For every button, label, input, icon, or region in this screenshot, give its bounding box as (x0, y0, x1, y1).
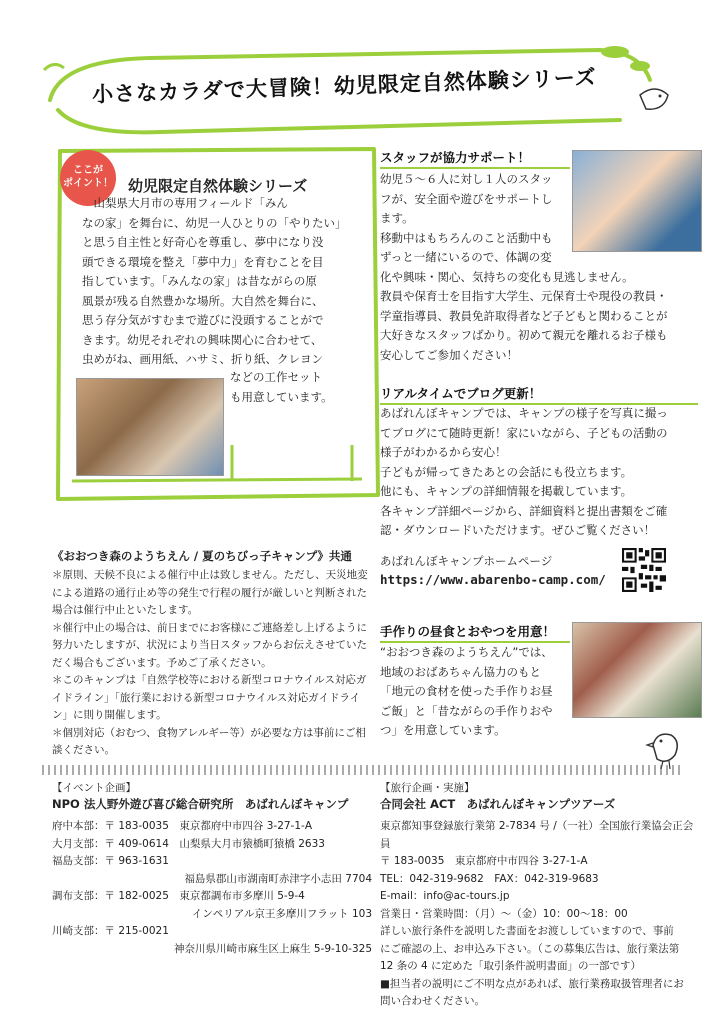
travel-line: 詳しい旅行条件を説明した書面をお渡ししていますので、事前 (380, 925, 674, 937)
intro-line: と思う自主性と好奇心を尊重し、夢中になり没 (82, 235, 324, 249)
footer-divider (42, 765, 682, 775)
children-photo (76, 378, 224, 476)
staff-title-underline (380, 167, 570, 169)
travel-line: ■担当者の説明にご不明な点があれば、旅行業務取扱管理者にお (380, 977, 684, 990)
travel-line: TEL：042-319-9682 FAX：042-319-9683 (380, 872, 599, 885)
food-line: つ」を用意しています。 (380, 723, 506, 737)
food-section-title: 手作りの昼食とおやつを用意！ (380, 624, 556, 639)
intro-line: も用意しています。 (230, 389, 333, 404)
bird-icon (645, 725, 685, 770)
staff-section-body (380, 170, 700, 365)
qr-code-icon[interactable] (622, 548, 666, 592)
travel-heading: 【旅行企画・実施】 (380, 782, 475, 794)
homepage-link[interactable]: https://www.abarenbo-camp.com/ (380, 572, 606, 587)
staff-line: フが、安全面や遊びをサポートし (380, 191, 553, 206)
intro-line: なの家」を舞台に、幼児一人ひとりの「やりたい」 (82, 215, 347, 230)
common-notes (52, 567, 370, 760)
blog-line: 認・ダウンロードいただけます。ぜひご覧ください！ (380, 523, 656, 537)
staff-line: ずっと一緒にいるので、体調の変 (380, 250, 552, 264)
note-item: ＊個別対応（おむつ、食物アレルギー等）が必要な方は事前にご相談ください。 (52, 726, 366, 756)
travel-email[interactable]: E-mail：info@ac-tours.jp (380, 890, 510, 902)
food-line: 「地元の食材を使った手作りお昼 (380, 684, 553, 698)
branch-row: 福島県郡山市湖南町赤津字小志田 7704 (184, 872, 372, 885)
blog-section-title: リアルタイムでブログ更新！ (380, 386, 542, 401)
blog-section-body (380, 404, 700, 541)
point-intro (82, 194, 364, 370)
note-item: ＊原則、天候不良による催行中止は致しません。ただし、天災地変による道路の通行止め等の発生で行程の履行が厳しいと判断された場合は催行中止といたします。 (52, 569, 368, 616)
staff-section-title: スタッフが協力サポート！ (380, 150, 531, 165)
staff-line: 安心してご参加ください！ (380, 347, 518, 362)
intro-line: 思う存分気がすむまで遊びに没頭することがで (82, 313, 324, 327)
food-line: “おおつき森のようちえん”では、 (380, 645, 553, 659)
bird-icon (640, 89, 668, 109)
branch-row: 大月支部：〒 409-0614 山梨県大月市猿橋町猿橋 2633 (52, 837, 325, 850)
blog-line: てブログにて随時更新！家にいながら、子どもの活動の (380, 425, 668, 440)
note-item: ＊催行中止の場合は、前日までにお客様にご連絡差し上げるように努力いたしますが、状況により当日スタッフからお伝えさせていただく場合もございます。予めご了承ください。 (52, 621, 367, 669)
note-item: ＊このキャンプは「自然学校等における新型コロナウイルス対応ガイドライン」「旅行業における新型コロナウイルス対応ガイドライン」に則り開催します。 (52, 674, 367, 721)
homepage-label: あばれんぼキャンプホームページ (380, 554, 553, 568)
food-section-body (380, 643, 572, 741)
branch-row: 調布支部：〒 182-0025 東京都調布市多摩川 5-9-4 (52, 890, 305, 902)
intro-line: 山梨県大月市の専用フィールド「みん (82, 196, 288, 210)
blog-line: 各キャンプ詳細ページから、詳細資料と提出書類をご確 (380, 503, 668, 518)
point-intro-tail (230, 368, 370, 407)
intro-line: 虫めがね、画用紙、ハサミ、折り紙、クレヨン (82, 352, 324, 366)
point-title: 幼児限定自然体験シリーズ (128, 177, 308, 195)
intro-line: などの工作セット (230, 370, 322, 384)
page-title: 小さなカラダで大冒険！幼児限定自然体験シリーズ (91, 65, 598, 107)
staff-line: 大好きなスタッフばかり。初めて親元を離れるお子様も (380, 328, 668, 342)
blog-line: 様子がわかるから安心！ (380, 445, 507, 459)
intro-line: きます。幼児それぞれの興味関心に合わせて、 (82, 332, 323, 347)
branch-row: 福島支部：〒 963-1631 (52, 855, 169, 867)
food-line: 地域のおばあちゃん協力のもと (380, 664, 541, 679)
travel-organizer: 合同会社 ACT あばれんぼキャンプツアーズ (380, 797, 616, 811)
travel-line: 問い合わせください。 (380, 995, 485, 1007)
blog-line: 子どもが帰ってきたあとの会話にも役立ちます。 (380, 464, 633, 479)
food-photo (572, 622, 702, 718)
branch-row: インペリアル京王多摩川フラット 103 (191, 907, 372, 920)
food-line: ご飯」と「昔ながらの手作りおや (380, 703, 553, 718)
common-notes-title: 《おおつき森のようちえん / 夏のちびっ子キャンプ》共通 (52, 549, 352, 563)
staff-line: 化や興味・関心、気持ちの変化も見逃しません。 (380, 269, 634, 284)
travel-line: にご確認の上、お申込み下さい。（この募集広告は、旅行業法第 (380, 942, 680, 955)
event-organizer: NPO 法人野外遊び喜び総合研究所 あばれんぼキャンプ (52, 797, 349, 811)
travel-line: 12 条の 4 に定めた「取引条件説明書面」の一部です） (380, 960, 642, 972)
intro-line: 風景が残る自然豊かな場所。大自然を舞台に、 (82, 293, 324, 308)
intro-line: 頭できる環境を整え「夢中力」を育むことを目 (82, 254, 324, 269)
badge-line2: ポイント！ (63, 178, 113, 189)
blog-line: あばれんぼキャンプでは、キャンプの様子を写真に撮っ (380, 406, 668, 420)
travel-details (380, 818, 700, 1011)
staff-line: 幼児５～６人に対し１人のスタッ (380, 172, 553, 186)
event-heading: 【イベント企画】 (52, 782, 136, 794)
staff-line: 教員や保育士を目指す大学生、元保育士や現役の教員・ (380, 289, 668, 303)
staff-line: 学童指導員、教員免許取得者など子どもと関わることが (380, 308, 668, 323)
staff-line: ます。 (380, 211, 414, 225)
event-branches (52, 818, 372, 958)
travel-line: 東京都知事登録旅行業第 2-7834 号 /（一社）全国旅行業協会正会員 (380, 820, 694, 850)
branch-row: 府中本部：〒 183-0035 東京都府中市四谷 3-27-1-A (52, 820, 312, 832)
branch-row: 神奈川県川崎市麻生区上麻生 5-9-10-325 (174, 942, 372, 955)
branch-row: 川崎支部：〒 215-0021 (52, 925, 169, 937)
staff-line: 移動中はもちろんのこと活動中も (380, 230, 553, 245)
travel-line: 〒 183-0035 東京都府中市四谷 3-27-1-A (380, 855, 588, 867)
travel-line: 営業日・営業時間：（月）～（金）10：00～18：00 (380, 907, 628, 920)
badge-line1: ここが (73, 165, 103, 176)
intro-line: 指しています。「みんなの家」は昔ながらの原 (82, 274, 317, 288)
blog-line: 他にも、キャンプの詳細情報を掲載しています。 (380, 484, 633, 498)
